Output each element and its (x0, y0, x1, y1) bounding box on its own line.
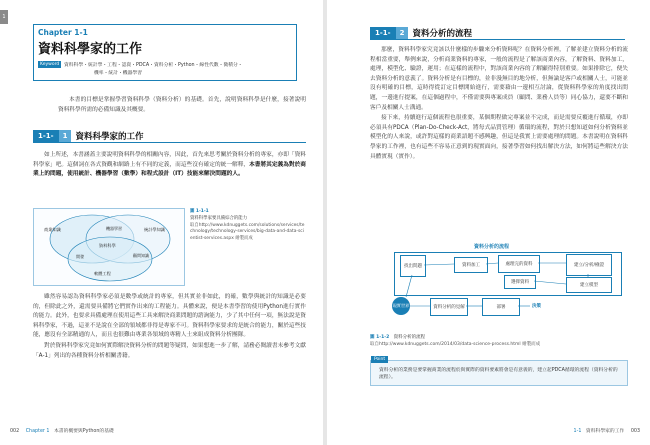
figure-source: 取自http://www.kdnuggets.com/solutions/services/technology/technology-services/big-data-and-data-scientist-services.aspx 繪製而成 (190, 222, 305, 242)
flow-circle-stakeholder: 現實世界 (392, 297, 410, 315)
flow-title: 資料分析的流程 (474, 244, 510, 250)
point-text: 資料分析的業務是要掌握商業的流程於與實際的資料要素將會是有意義的，建立起PDCA循環的流程（資料分析的流程）。 (379, 368, 618, 380)
venn-label-business: 商業知識 (44, 227, 61, 232)
intro-text: 本書的目標是掌握學習資料科學（資料分析）的基礎。首先，說明資料科學是什麼，接著說明資料科學所需的必備知識及其概要。 (58, 97, 306, 113)
section-1-text-normal: 如上所述，本書涵蓋主要說明資料科學的相關內容，因此，首先來思考關於資料分析的專家，亦即「資料科學家」吧。這個詞在各式資觀和網路上有不同的定義，而這些沒有確定的統一解釋， (33, 152, 306, 168)
point-box (370, 357, 628, 386)
flow-label-final: 決策 (532, 304, 541, 309)
flow-box-build: 處理完的資料 (498, 255, 540, 273)
venn-label-swe: 軟體工程 (94, 271, 111, 276)
footer-chapter-title: 本書的概要與Python的基礎 (53, 429, 114, 434)
section-1-1-1-heading (33, 130, 306, 143)
flow-arrow-9 (406, 275, 412, 297)
flow-box-eval: 建立/分析/檢證 (566, 254, 612, 276)
section-number: 1-1- (370, 27, 396, 39)
footer-section: 1-1 (573, 429, 582, 434)
para-2: 雖然容易認為資料科學家必須是數學或統計的專家，但其實並非如此，的確，數學與統計的知識是必要的，但除此之外，還需要具備將它們實作出來的工程能力。具體來說，便是本書學習的使用Python進行實作的能力。此外，也要求具備處理在使用這些工具來解決商業問題的諮詢能力，少了其中任何一項，無法說是資料科學家，不過，這並不是說在全部的領域都非得是專家不可。資料科學家要求的是統合的能力，關於這些技能，應沒有全部精通的人，而且也很難由專業各領域的專精人士來組成資料分析團隊。 (33, 294, 306, 339)
section-1-body (33, 293, 306, 362)
flow-arrows (392, 243, 622, 332)
section-title: 資料分析的流程 (412, 29, 472, 39)
flow-arrow-5 (534, 281, 566, 284)
flow-box-model: 建立模型 (566, 277, 612, 293)
flow-box-select-data: 選擇資料 (504, 275, 536, 289)
flow-diagram-frame (392, 243, 622, 332)
chapter-side-tab: 1 (0, 10, 8, 24)
keyword-badge: Keyword (40, 62, 60, 67)
figure-caption-text: 資料科學家要具備綜合的能力 (190, 215, 248, 221)
venn-figure (33, 208, 185, 286)
page-number-right: 003 (630, 429, 640, 434)
section-title: 資料科學家的工作 (75, 132, 144, 142)
right-para-1: 那麼，資料科學家究竟該以什麼樣的步驟來分析資料呢？在資料分析裡，了解並建立資料分析的流程相當重要，舉例來說，分析商業資料的專家，一般的流程是了解該商業內容，了解資料、資料加工，處理，模型化、驗證，運用；在這樣的流程中，對該商業內容的了解顯得特別重要。如果排除它，便失去資料分析的意義了。資料分析是有目標的，並非漫無目的地分析，但無論是客戶或相關人士，可能並沒有明確的目標，這時得從訂定目標開始進行，需要藉由一邊相互討論，從資料科學家的角度找出問題，一邊進行提案，在這個過程中，不僅需要與專案成員（顧問、業務人員等）同心協力，還要不斷和客戶及相關人士溝通。 (370, 47, 628, 111)
venn-label-ds: 資料科學 (99, 243, 116, 248)
footer-section-title: 資料科學家的工作 (585, 429, 625, 434)
flow-box-lead: 資料分析的見解 (430, 298, 468, 316)
chapter-header-box (33, 24, 297, 81)
section-2-body (370, 46, 628, 163)
figure-caption-number: 圖 1-1-2 (370, 335, 390, 340)
chapter-label: Chapter 1-1 (38, 28, 88, 37)
flow-arrow-2 (486, 263, 498, 264)
footer-chapter: Chapter 1 (25, 429, 50, 434)
right-footer (500, 427, 640, 434)
flow-box-problem: 找出問題 (400, 255, 426, 277)
section-1-text-bold: 本書將其定義為對於商業上的問題，使用統計、機器學習（數學）和程式設計（IT）技能來解決問題的人。 (33, 161, 306, 178)
left-footer (10, 427, 310, 434)
figure-source: 取自http://www.kdnuggets.com/2014/03/data-science-process.html 繪製而成 (370, 342, 541, 347)
section-1-1-2-heading (370, 27, 625, 40)
section-number-index: 1 (59, 130, 72, 142)
venn-label-consult: 顧問知識 (133, 253, 149, 258)
figure-1-1-2-caption (370, 334, 628, 348)
keywords-line-2: 機率・統計・機器學習 (94, 71, 142, 76)
section-1-paragraph (33, 151, 306, 181)
right-para-2: 接下來，持續進行這個流程也很重要，某個期程做完專案並不完成，而是需要反覆進行循環，亦即必須具有PDCA（Plan-Do-Check-Act，將每式品質管理）循環的流程，對於只想知道如何分析資料並模型化的人來說，或許對這樣的商業語題不感興趣，但這是我實上需要處理的問題。本書說明在資料科學家的工作裡，也有這些不容易正意到的現實面向，接著學習如何找出解決方法，如何將這些解決方法具體實現（實作）。 (370, 115, 628, 160)
venn-label-ml: 機器學習 (106, 226, 122, 231)
venn-label-stats: 統計學知識 (144, 227, 165, 232)
chapter-title: 資料科學家的工作 (38, 42, 143, 57)
page-number-left: 002 (10, 429, 20, 434)
flow-box-data-processing: 資料加工 (454, 257, 488, 273)
section-1-text (33, 151, 306, 180)
page-gutter (323, 0, 327, 445)
figure-caption-text: 資料分析的流程 (393, 335, 426, 340)
keywords-line-1: 資料科學・統計學・工程・認資・PDCA・資料分析・Python・線性代數・微積分・ (64, 63, 243, 68)
figure-caption-number: 圖 1-1-1 (190, 209, 209, 214)
venn-label-dev: 開發 (76, 254, 84, 259)
point-label: Point (371, 356, 388, 363)
figure-1-1-1-caption (190, 209, 305, 243)
section-number: 1-1- (33, 130, 59, 142)
para-3: 對於資料科學家究竟如何實際解決資料分析的問題等疑問，如果想進一步了解，請務必閱讀書末參考文獻「A-1」列出的各種資料分析相關書籍。 (33, 342, 306, 359)
flow-arrow-1 (424, 264, 454, 265)
intro-paragraph (58, 96, 306, 116)
section-number-index: 2 (396, 27, 409, 39)
flow-box-deploy: 部署 (482, 298, 520, 316)
